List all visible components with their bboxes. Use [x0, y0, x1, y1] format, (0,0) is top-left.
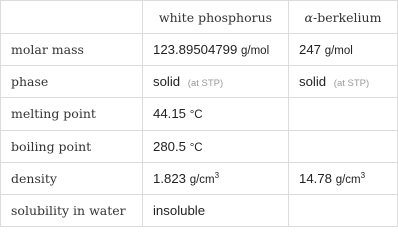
header-col2-rest: -berkelium [312, 9, 382, 25]
value-number: 44.15 [153, 106, 187, 122]
value-text: insoluble [153, 202, 206, 218]
property-label: melting point [1, 98, 143, 130]
value-number: 14.78 [299, 170, 333, 186]
value-cell [143, 130, 289, 162]
property-label: phase [1, 66, 143, 98]
value-cell [289, 66, 398, 98]
value-unit-base: g/cm [189, 173, 215, 186]
header-col1-label: white phosphorus [158, 9, 273, 25]
property-label: molar mass [1, 34, 143, 66]
value-cell [289, 194, 398, 226]
value-cell [289, 162, 398, 194]
table-row [1, 194, 398, 226]
table-row [1, 98, 398, 130]
value-cell [289, 34, 398, 66]
property-label: solubility in water [1, 194, 143, 226]
table-row [1, 66, 398, 98]
property-label: boiling point [1, 130, 143, 162]
value-text: solid [299, 74, 327, 90]
value-unit-exponent: 3 [214, 170, 220, 180]
value-cell [143, 34, 289, 66]
value-number: 280.5 [153, 138, 187, 154]
value-cell [143, 98, 289, 130]
value-unit: °C [189, 141, 203, 154]
value-unit-base: g/cm [335, 173, 361, 186]
property-label: density [1, 162, 143, 194]
value-cell [289, 98, 398, 130]
value-number: 123.89504799 [153, 42, 238, 58]
value-number: 1.823 [153, 170, 187, 186]
header-white-phosphorus [143, 1, 289, 34]
value-unit-exponent: 3 [360, 170, 366, 180]
value-cell [289, 130, 398, 162]
value-cell [143, 162, 289, 194]
value-unit [189, 170, 220, 186]
table-row [1, 162, 398, 194]
value-note: (at STP) [333, 78, 370, 90]
table-row [1, 34, 398, 66]
value-unit [335, 170, 366, 186]
header-corner-cell [1, 1, 143, 34]
value-note: (at STP) [187, 78, 224, 90]
header-row [1, 1, 398, 34]
value-unit: g/mol [241, 45, 270, 58]
value-cell [143, 194, 289, 226]
value-cell [143, 66, 289, 98]
value-unit: g/mol [324, 45, 353, 58]
header-col2-greek: α [304, 9, 313, 25]
value-unit: °C [189, 109, 203, 122]
table-row [1, 130, 398, 162]
value-text: solid [153, 74, 181, 90]
value-number: 247 [299, 42, 322, 58]
header-alpha-berkelium [289, 1, 398, 34]
